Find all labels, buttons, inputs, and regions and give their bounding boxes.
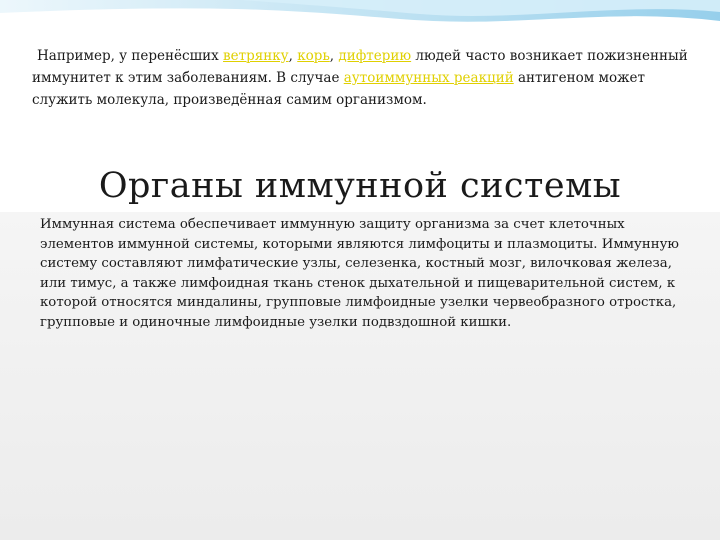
link-diphtheria[interactable]: дифтерию [338, 48, 412, 64]
intro-text-d: людей часто возникает пожизненный иммунитет к этим заболеваниям. В случае [32, 48, 688, 86]
intro-text-b: , [288, 48, 298, 64]
intro-paragraph [32, 45, 692, 111]
body-paragraph: Иммунная система обеспечивает иммунную защиту организма за счет клеточных элементов иммунной системы, которыми являются лимфоциты и плазмоциты. Иммунную систему составляют лимфатические узлы, селезенка, костный мозг, вилочковая железа, или тимус, а также лимфоидная ткань стенок дыхательной и пищеварительной систем, к которой относятся миндалины, групповые лимфоидные узелки червеобразного отростка, групповые и одиночные лимфоидные узелки подвздошной кишки. [40, 217, 679, 330]
page-title: Органы иммунной системы [98, 166, 622, 206]
link-measles[interactable]: корь [297, 48, 330, 64]
link-chickenpox[interactable]: ветрянку [223, 48, 289, 64]
intro-text-e: антигеном может служить молекула, произведённая самим организмом. [32, 70, 646, 108]
intro-text-a: Например, у перенёсших [37, 48, 224, 64]
link-autoimmune-reactions[interactable]: аутоиммунных реакций [343, 70, 514, 86]
intro-text-c: , [329, 48, 339, 64]
